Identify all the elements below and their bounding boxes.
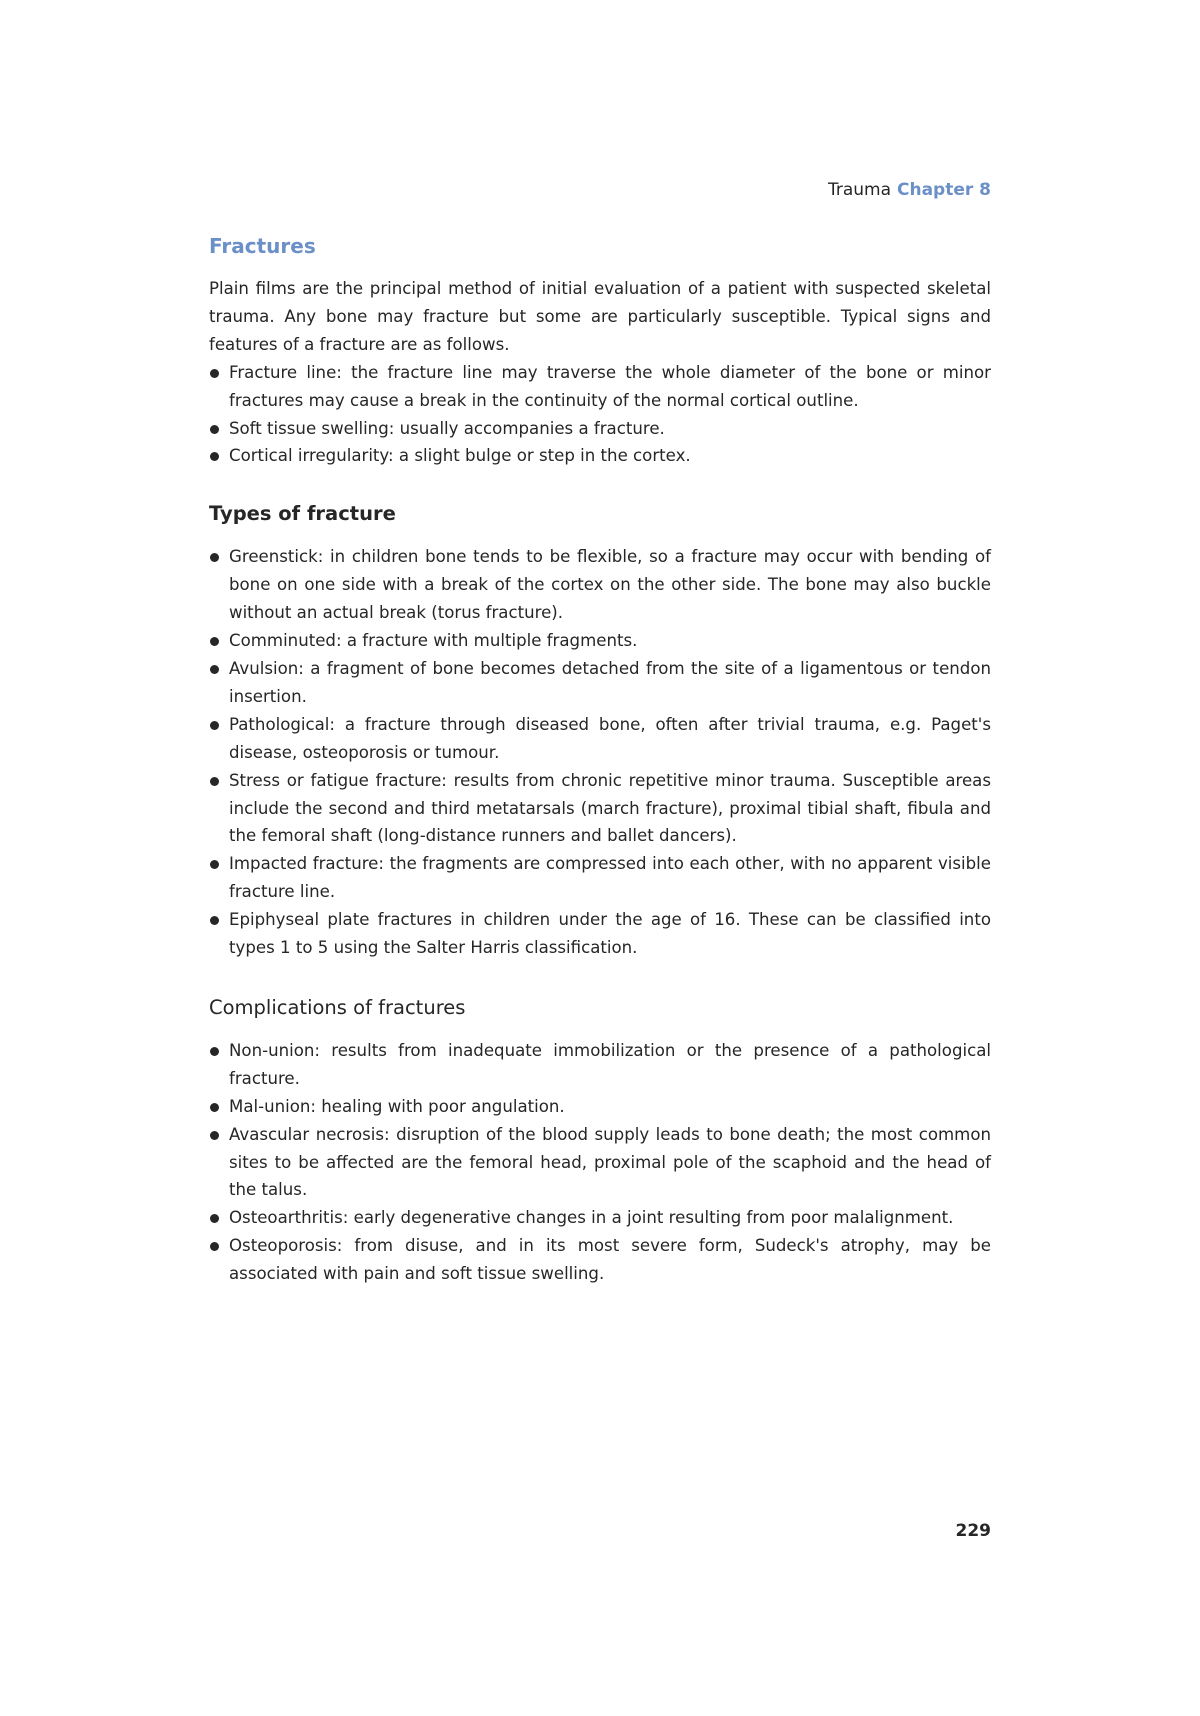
- header-chapter: Chapter 8: [896, 180, 991, 200]
- list-item: [209, 850, 991, 906]
- bullet-icon: [210, 425, 219, 434]
- subsection-title-complications: Complications of fractures: [209, 995, 466, 1019]
- page-content: [209, 232, 991, 1288]
- bullet-icon: [210, 777, 219, 786]
- list-item-text: Avascular necrosis: disruption of the blood supply leads to bone death; the most common sites to be affected are the femoral head, proximal pole of the scaphoid and the head of the talus.: [229, 1124, 991, 1200]
- list-item-text: Soft tissue swelling: usually accompanies a fracture.: [229, 418, 665, 438]
- fractures-intro-paragraph: Plain films are the principal method of initial evaluation of a patient with suspected skeletal trauma. Any bone may fracture but some are particularly susceptible. Typical signs and features of a fracture are as follows.: [209, 279, 991, 354]
- list-item: [209, 415, 991, 443]
- list-item: [209, 767, 991, 851]
- list-item: [209, 655, 991, 711]
- list-item: [209, 1232, 991, 1288]
- header-section: Trauma: [827, 180, 891, 200]
- bullet-icon: [210, 916, 219, 925]
- list-item-text: Osteoarthritis: early degenerative changes in a joint resulting from poor malalignment.: [229, 1208, 954, 1228]
- list-item-text: Stress or fatigue fracture: results from chronic repetitive minor trauma. Susceptible areas include the second and third metatarsals (march fracture), proximal tibial shaft, fibula and the femoral shaft (long-distance runners and ballet dancers).: [229, 770, 991, 846]
- list-item-text: Greenstick: in children bone tends to be flexible, so a fracture may occur with bending of bone on one side with a break of the cortex on the other side. The bone may also buckle without an actual break (torus fracture).: [229, 547, 991, 623]
- list-item: [209, 1093, 991, 1121]
- list-item-text: Cortical irregularity: a slight bulge or step in the cortex.: [229, 446, 691, 466]
- bullet-icon: [210, 637, 219, 646]
- bullet-icon: [210, 1242, 219, 1251]
- list-item-text: Impacted fracture: the fragments are compressed into each other, with no apparent visible fracture line.: [229, 854, 991, 902]
- bullet-icon: [210, 1131, 219, 1140]
- bullet-icon: [210, 553, 219, 562]
- list-item: [209, 627, 991, 655]
- bullet-icon: [210, 1214, 219, 1223]
- bullet-icon: [210, 452, 219, 461]
- running-header: [828, 178, 991, 202]
- list-item: [209, 543, 991, 627]
- bullet-icon: [210, 721, 219, 730]
- list-item-text: Non-union: results from inadequate immobilization or the presence of a pathological fracture.: [229, 1040, 991, 1088]
- list-item-text: Epiphyseal plate fractures in children under the age of 16. These can be classified into types 1 to 5 using the Salter Harris classification.: [229, 910, 991, 958]
- bullet-icon: [210, 860, 219, 869]
- list-item-text: Pathological: a fracture through diseased bone, often after trivial trauma, e.g. Paget's disease, osteoporosis or tumour.: [229, 714, 991, 762]
- list-item-text: Osteoporosis: from disuse, and in its most severe form, Sudeck's atrophy, may be associated with pain and soft tissue swelling.: [229, 1236, 991, 1284]
- bullet-icon: [210, 665, 219, 674]
- section-title-fractures: Fractures: [209, 234, 316, 258]
- fracture-types-list: [209, 543, 991, 962]
- list-item-text: Comminuted: a fracture with multiple fragments.: [229, 631, 638, 651]
- list-item-text: Fracture line: the fracture line may traverse the whole diameter of the bone or minor fractures may cause a break in the continuity of the normal cortical outline.: [229, 362, 991, 410]
- page-number: 229: [955, 1521, 991, 1541]
- fracture-complications-list: [209, 1037, 991, 1288]
- list-item: [209, 1037, 991, 1093]
- list-item: [209, 1121, 991, 1205]
- list-item: [209, 906, 991, 962]
- list-item-text: Avulsion: a fragment of bone becomes detached from the site of a ligamentous or tendon insertion.: [229, 658, 991, 706]
- bullet-icon: [210, 1103, 219, 1112]
- list-item-text: Mal-union: healing with poor angulation.: [229, 1096, 565, 1116]
- bullet-icon: [210, 1047, 219, 1056]
- bullet-icon: [210, 369, 219, 378]
- list-item: [209, 1204, 991, 1232]
- list-item: [209, 442, 991, 470]
- fracture-features-list: [209, 359, 991, 471]
- list-item: [209, 359, 991, 415]
- subsection-title-types: Types of fracture: [209, 502, 396, 526]
- list-item: [209, 711, 991, 767]
